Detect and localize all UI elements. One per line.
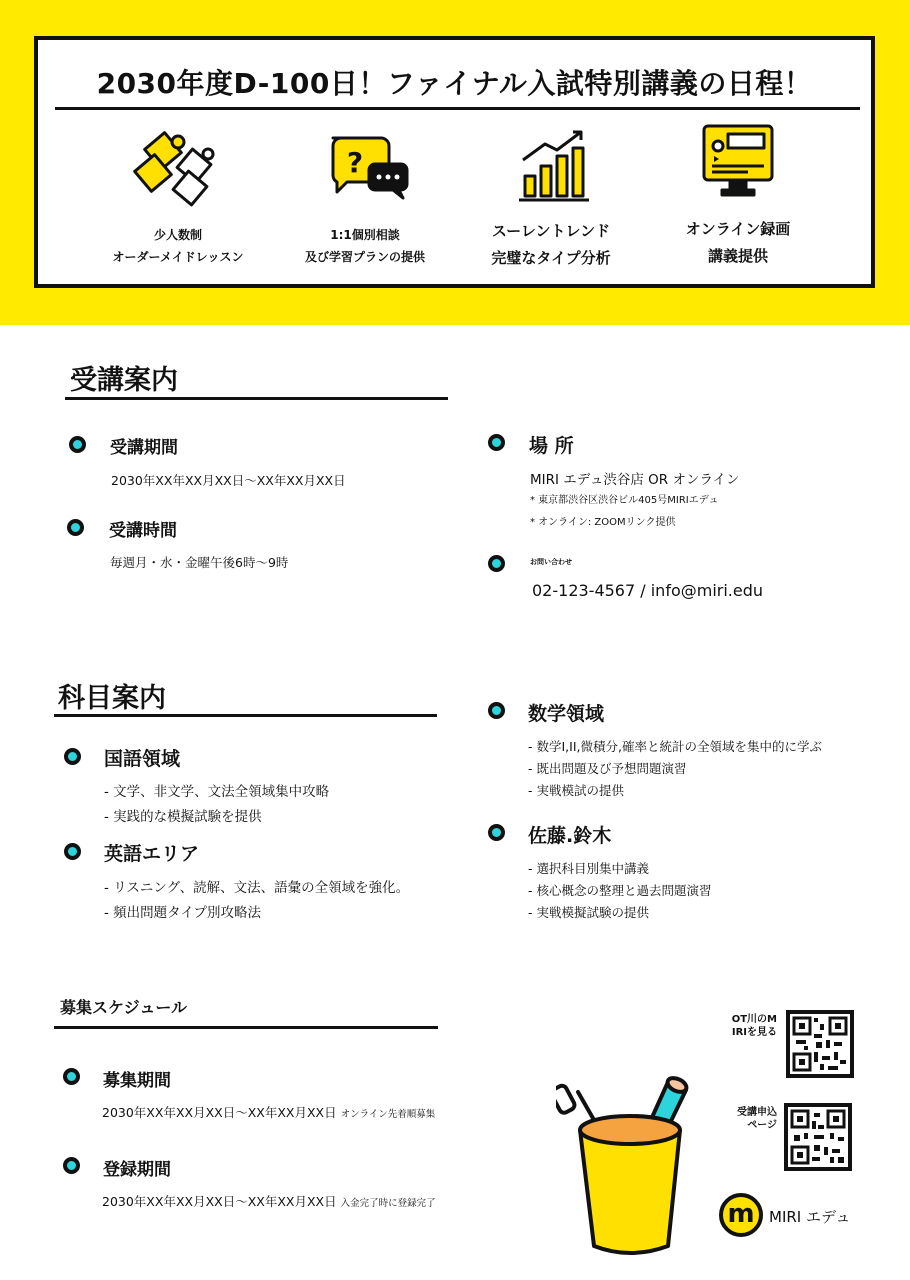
course-period-label: 受講期間: [110, 438, 178, 458]
recruit-period-label: 募集期間: [103, 1071, 171, 1091]
subjects-title: 科目案内: [58, 683, 166, 714]
bullet-icon: [69, 436, 86, 453]
bullet-icon: [488, 824, 505, 841]
sato-item: - 実戦模擬試験の提供: [528, 905, 649, 920]
japanese-label: 国語領域: [104, 748, 181, 770]
sato-item: - 選択科目別集中講義: [528, 861, 649, 876]
japanese-item: - 実践的な模擬試験を提供: [104, 809, 262, 825]
recruit-period-value: [102, 1103, 435, 1121]
bullet-icon: [64, 843, 81, 860]
japanese-item: - 文学、非文学、文法全領域集中攻略: [104, 784, 330, 800]
online-lecture-monitor-icon: [648, 120, 828, 210]
contact-value[interactable]: 02-123-4567 / info@miri.edu: [532, 581, 764, 600]
bullet-icon: [63, 1068, 80, 1085]
feature-consulting: [275, 120, 455, 268]
course-period-value: 2030年XX年XX月XX日〜XX年XX月XX日: [111, 473, 346, 488]
registration-period-note: 入金完了時に登録完了: [340, 1198, 436, 1209]
course-info-divider: [65, 397, 448, 400]
registration-period-label: 登録期間: [103, 1160, 171, 1180]
bullet-icon: [67, 519, 84, 536]
bullet-icon: [63, 1157, 80, 1174]
recruitment-title: 募集スケジュール: [60, 998, 188, 1017]
place-online-note: * オンライン: ZOOMリンク提供: [530, 517, 676, 528]
qr-code-icon: [790, 1014, 850, 1074]
hero-box: [34, 36, 875, 288]
chat-question-icon: [275, 120, 455, 210]
registration-period-date: 2030年XX年XX月XX日〜XX年XX月XX日: [102, 1194, 337, 1209]
bullet-icon: [488, 434, 505, 451]
feature-line-2: 講義提供: [707, 247, 768, 265]
math-item: - 実戦模試の提供: [528, 783, 624, 798]
sato-item: - 核心概念の整理と過去問題演習: [528, 883, 712, 898]
recruit-period-note: オンライン先着順募集: [340, 1109, 436, 1120]
math-item: - 数学I,II,微積分,確率と統計の全領域を集中的に学ぶ: [528, 739, 822, 754]
course-info-title: 受講案内: [70, 365, 178, 396]
puzzle-icon: [88, 120, 268, 210]
english-item: - 頻出問題タイプ別攻略法: [104, 905, 261, 921]
bullet-icon: [64, 748, 81, 765]
contact-label: お問い合わせ: [530, 558, 572, 566]
qr-label-miri: OT川のM IRIを見る: [731, 1014, 777, 1038]
qr-code-icon: [788, 1107, 848, 1167]
feature-line-2: 及び学習プランの提供: [304, 250, 425, 264]
recruitment-divider: [54, 1026, 438, 1029]
qr-label-apply: 受講申込 ページ: [737, 1107, 777, 1131]
feature-line-1: 1:1個別相談: [330, 228, 400, 242]
feature-small-class: [88, 120, 268, 268]
place-address: * 東京都渋谷区渋谷ビル405号MIRIエデュ: [530, 495, 719, 506]
feature-line-1: 少人数制: [153, 228, 202, 242]
feature-online-lecture: [648, 120, 828, 270]
math-item: - 既出問題及び予想問題演習: [528, 761, 687, 776]
pencil-cup-illustration: [556, 1068, 706, 1258]
recruit-period-date: 2030年XX年XX月XX日〜XX年XX月XX日: [102, 1105, 337, 1120]
english-item: - リスニング、読解、文法、語彙の全領域を強化。: [104, 880, 410, 896]
english-label: 英語エリア: [104, 843, 200, 865]
course-time-value: 毎週月・水・金曜午後6時〜9時: [110, 555, 289, 570]
sato-label: 佐藤.鈴木: [528, 825, 612, 847]
feature-trend-analysis: [461, 120, 641, 272]
qr-code-miri[interactable]: [786, 1010, 854, 1078]
feature-line-2: 完璧なタイプ分析: [491, 249, 611, 267]
subjects-divider: [54, 714, 437, 717]
place-value: MIRI エデュ渋谷店 OR オンライン: [530, 472, 740, 488]
course-time-label: 受講時間: [109, 521, 177, 541]
svg-text:?: ?: [346, 146, 364, 179]
qr-code-apply[interactable]: [784, 1103, 852, 1171]
bullet-icon: [488, 702, 505, 719]
feature-line-1: スーレントレンド: [491, 222, 611, 240]
math-label: 数学領域: [528, 703, 605, 725]
place-label: 場 所: [529, 435, 574, 457]
brand-name: MIRI エデュ: [769, 1208, 851, 1226]
bullet-icon: [488, 555, 505, 572]
growth-chart-icon: [461, 120, 641, 210]
brand-logo-icon: m: [719, 1193, 763, 1237]
feature-line-2: オーダーメイドレッスン: [112, 250, 244, 264]
feature-line-1: オンライン録画: [685, 220, 791, 238]
title-divider: [55, 107, 860, 110]
registration-period-value: [102, 1192, 436, 1210]
page-title: 2030年度D-100日！ファイナル入試特別講義の日程！: [96, 67, 813, 100]
